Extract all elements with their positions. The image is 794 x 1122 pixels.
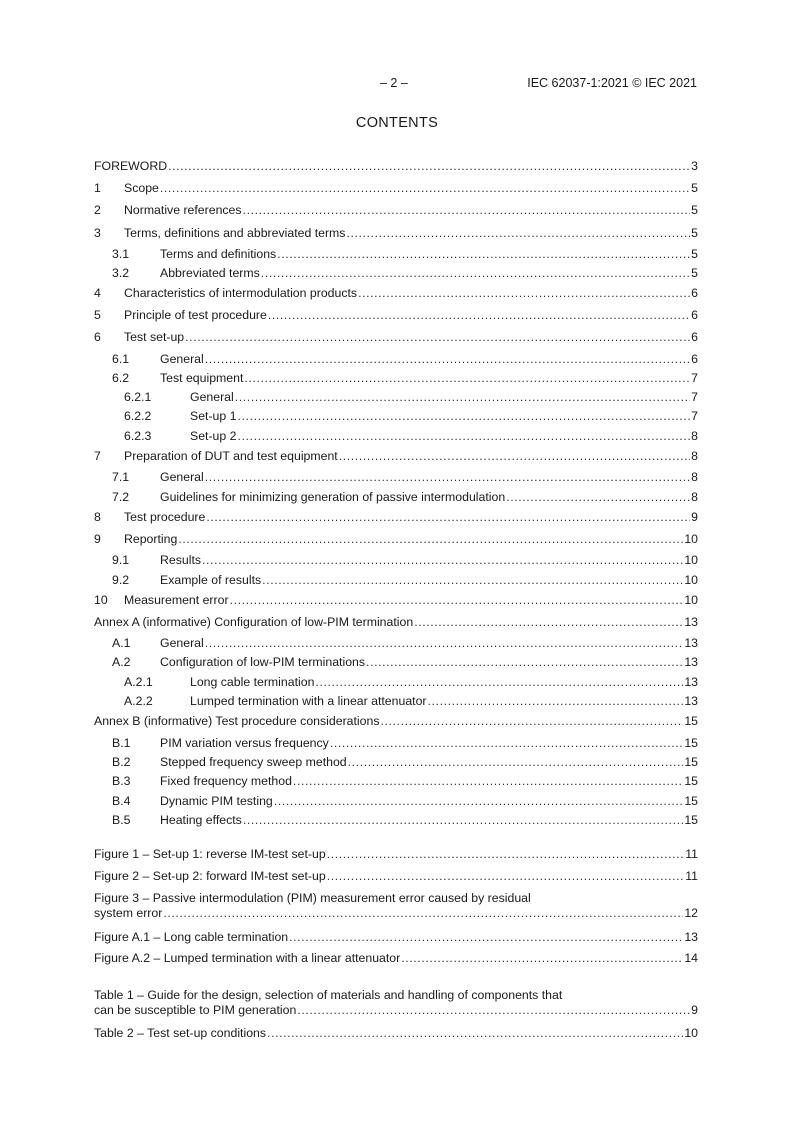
- entry-page-number: 15: [684, 714, 698, 728]
- dot-leader: [160, 180, 690, 196]
- entry-title: Characteristics of intermodulation products: [124, 286, 358, 300]
- entry-number: 9.2: [112, 573, 130, 587]
- toc-entry[interactable]: [94, 225, 698, 241]
- toc-entry[interactable]: [94, 202, 698, 218]
- entry-number: 3: [94, 226, 101, 240]
- entry-number: 6.2.1: [124, 390, 152, 404]
- page-number: – 2 –: [380, 76, 408, 90]
- dot-leader: [330, 735, 684, 751]
- entry-page-number: 6: [691, 352, 698, 366]
- figures-entry[interactable]: [94, 868, 698, 884]
- toc-entry[interactable]: [94, 735, 698, 751]
- entry-number: A.2.1: [124, 675, 153, 689]
- entry-number: 9.1: [112, 553, 130, 567]
- entry-number: A.2: [112, 655, 131, 669]
- entry-title: Stepped frequency sweep method: [160, 755, 347, 769]
- entry-title: Terms and definitions: [160, 247, 277, 261]
- entry-title: General: [160, 470, 204, 484]
- entry-page-number: 14: [684, 951, 698, 965]
- entry-page-number: 10: [684, 532, 698, 546]
- toc-entry[interactable]: [94, 246, 698, 262]
- entry-page-number: 6: [691, 330, 698, 344]
- entry-page-number: 5: [691, 247, 698, 261]
- entry-number: B.3: [112, 774, 131, 788]
- entry-title: Figure 1 – Set-up 1: reverse IM-test set-up: [94, 847, 326, 861]
- dot-leader: [348, 754, 684, 770]
- standard-reference: IEC 62037-1:2021 © IEC 2021: [527, 76, 697, 90]
- toc-entry[interactable]: [94, 793, 698, 809]
- entry-number: 3.2: [112, 266, 130, 280]
- entry-number: 9: [94, 532, 101, 546]
- entry-page-number: 10: [684, 593, 698, 607]
- entry-page-number: 15: [684, 774, 698, 788]
- entry-page-number: 8: [691, 429, 698, 443]
- dot-leader: [238, 428, 691, 444]
- toc-entry[interactable]: [94, 614, 698, 630]
- entry-page-number: 6: [691, 286, 698, 300]
- dot-leader: [262, 572, 683, 588]
- contents-title: CONTENTS: [355, 115, 439, 131]
- toc-entry[interactable]: [94, 448, 698, 464]
- entry-number: 8: [94, 510, 101, 524]
- entry-title: Heating effects: [160, 813, 242, 827]
- entry-number: 6: [94, 330, 101, 344]
- entry-title: Fixed frequency method: [160, 774, 292, 788]
- entry-page-number: 8: [691, 490, 698, 504]
- entry-title: Configuration of low-PIM terminations: [160, 655, 366, 669]
- toc-entry[interactable]: [94, 592, 698, 608]
- dot-leader: [289, 929, 683, 945]
- entry-number: 2: [94, 203, 101, 217]
- entry-number: 6.2: [112, 371, 130, 385]
- entry-page-number: 13: [684, 655, 698, 669]
- dot-leader: [244, 370, 690, 386]
- dot-leader: [327, 868, 685, 884]
- entry-page-number: 15: [684, 794, 698, 808]
- entry-page-number: 10: [684, 573, 698, 587]
- dot-leader: [274, 793, 684, 809]
- entry-title: Reporting: [124, 532, 178, 546]
- entry-page-number: 13: [684, 675, 698, 689]
- toc-entry[interactable]: [94, 773, 698, 789]
- toc-entry[interactable]: [94, 693, 698, 709]
- entry-title: Guidelines for minimizing generation of passive intermodulation: [160, 490, 506, 504]
- toc-entry[interactable]: [94, 754, 698, 770]
- toc-entry[interactable]: [94, 552, 698, 568]
- dot-leader: [414, 614, 683, 630]
- entry-title: PIM variation versus frequency: [160, 736, 329, 750]
- dot-leader: [205, 469, 690, 485]
- dot-leader: [346, 225, 690, 241]
- entry-title: Long cable termination: [190, 675, 315, 689]
- dot-leader: [268, 307, 690, 323]
- entry-number: 6.2.2: [124, 409, 152, 423]
- entry-page-number: 15: [684, 755, 698, 769]
- dot-leader: [315, 674, 683, 690]
- entry-page-number: 8: [691, 449, 698, 463]
- entry-title-line1: Table 1 – Guide for the design, selection of materials and handling of components that: [94, 988, 563, 1002]
- dot-leader: [243, 812, 684, 828]
- dot-leader: [238, 408, 691, 424]
- dot-leader: [366, 654, 683, 670]
- toc-entry[interactable]: [94, 509, 698, 525]
- entry-title: General: [160, 352, 204, 366]
- entry-number: 6.2.3: [124, 429, 152, 443]
- entry-title: Scope: [124, 181, 159, 195]
- toc-entry[interactable]: [94, 158, 698, 174]
- dot-leader: [205, 351, 690, 367]
- entry-page-number: 13: [684, 930, 698, 944]
- entry-page-number: 5: [691, 203, 698, 217]
- toc-entry[interactable]: [94, 307, 698, 323]
- entry-page-number: 7: [691, 390, 698, 404]
- entry-title: Test equipment: [160, 371, 244, 385]
- entry-number: 3.1: [112, 247, 130, 261]
- toc-entry[interactable]: [94, 329, 698, 345]
- entry-title: Dynamic PIM testing: [160, 794, 273, 808]
- toc-entry[interactable]: [94, 674, 698, 690]
- entry-page-number: 13: [684, 636, 698, 650]
- toc-entry[interactable]: [94, 408, 698, 424]
- toc-entry[interactable]: [94, 469, 698, 485]
- toc-entry[interactable]: [94, 428, 698, 444]
- dot-leader: [428, 693, 684, 709]
- entry-title: Lumped termination with a linear attenuator: [190, 694, 427, 708]
- entry-title: Example of results: [160, 573, 262, 587]
- entry-title: Figure A.2 – Lumped termination with a linear attenuator: [94, 951, 401, 965]
- dot-leader: [506, 489, 690, 505]
- entry-title: Normative references: [124, 203, 242, 217]
- toc-entry[interactable]: [94, 489, 698, 505]
- dot-leader: [168, 158, 690, 174]
- dot-leader: [277, 246, 690, 262]
- toc-entry[interactable]: [94, 285, 698, 301]
- entry-page-number: 8: [691, 470, 698, 484]
- dot-leader: [327, 846, 685, 862]
- entry-page-number: 13: [684, 615, 698, 629]
- entry-page-number: 11: [685, 847, 698, 861]
- toc-entry[interactable]: [94, 370, 698, 386]
- entry-title: Results: [160, 553, 202, 567]
- figures-entry[interactable]: [94, 929, 698, 945]
- entry-number: 7.1: [112, 470, 130, 484]
- dot-leader: [358, 285, 690, 301]
- entry-number: 10: [94, 593, 108, 607]
- entry-title: FOREWORD: [94, 159, 168, 173]
- entry-page-number: 10: [684, 1026, 698, 1040]
- entry-title-line1: Figure 3 – Passive intermodulation (PIM) measurement error caused by residual: [94, 891, 531, 905]
- dot-leader: [206, 509, 690, 525]
- entry-title: Table 2 – Test set-up conditions: [94, 1026, 267, 1040]
- entry-number: 7: [94, 449, 101, 463]
- toc-entry[interactable]: [94, 180, 698, 196]
- entry-number: B.5: [112, 813, 131, 827]
- figures-entry[interactable]: [94, 950, 698, 966]
- entry-page-number: 13: [684, 694, 698, 708]
- dot-leader: [243, 202, 691, 218]
- entry-page-number: 7: [691, 409, 698, 423]
- entry-title: system error: [94, 906, 163, 920]
- toc-entry[interactable]: [94, 654, 698, 670]
- entry-title: General: [190, 390, 234, 404]
- entry-page-number: 15: [684, 813, 698, 827]
- dot-leader: [163, 906, 683, 921]
- entry-number: 7.2: [112, 490, 130, 504]
- entry-page-number: 15: [684, 736, 698, 750]
- entry-title: Set-up 1: [190, 409, 237, 423]
- toc-entry[interactable]: [94, 713, 698, 729]
- dot-leader: [401, 950, 683, 966]
- dot-leader: [293, 773, 683, 789]
- toc-entry[interactable]: [94, 351, 698, 367]
- entry-page-number: 11: [685, 869, 698, 883]
- entry-title: Annex A (informative) Configuration of low-PIM termination: [94, 615, 414, 629]
- dot-leader: [339, 448, 690, 464]
- entry-number: 4: [94, 286, 101, 300]
- entry-title: Measurement error: [124, 593, 229, 607]
- entry-title: Test procedure: [124, 510, 206, 524]
- dot-leader: [235, 389, 690, 405]
- entry-title: can be susceptible to PIM generation: [94, 1003, 297, 1017]
- dot-leader: [297, 1003, 690, 1018]
- entry-page-number: 5: [691, 181, 698, 195]
- toc-entry[interactable]: [94, 812, 698, 828]
- dot-leader: [230, 592, 684, 608]
- toc-entry[interactable]: [94, 572, 698, 588]
- entry-page-number: 5: [691, 266, 698, 280]
- entry-title: Principle of test procedure: [124, 308, 267, 322]
- toc-entry[interactable]: [94, 389, 698, 405]
- entry-number: 6.1: [112, 352, 130, 366]
- entry-page-number: 9: [691, 510, 698, 524]
- toc-entry[interactable]: [94, 635, 698, 651]
- entry-page-number: 3: [691, 159, 698, 173]
- toc-entry[interactable]: [94, 265, 698, 281]
- figures-entry[interactable]: [94, 891, 698, 921]
- tables-entry[interactable]: [94, 988, 698, 1018]
- entry-title: Abbreviated terms: [160, 266, 260, 280]
- entry-title: Preparation of DUT and test equipment: [124, 449, 338, 463]
- entry-number: B.2: [112, 755, 131, 769]
- dot-leader: [267, 1025, 683, 1041]
- entry-number: A.1: [112, 636, 131, 650]
- entry-page-number: 12: [684, 906, 698, 920]
- entry-title: Annex B (informative) Test procedure considerations: [94, 714, 380, 728]
- figures-entry[interactable]: [94, 846, 698, 862]
- dot-leader: [205, 635, 684, 651]
- entry-page-number: 7: [691, 371, 698, 385]
- dot-leader: [202, 552, 683, 568]
- entry-title: Terms, definitions and abbreviated terms: [124, 226, 346, 240]
- dot-leader: [380, 713, 683, 729]
- entry-number: B.4: [112, 794, 131, 808]
- entry-number: 1: [94, 181, 101, 195]
- entry-number: B.1: [112, 736, 131, 750]
- entry-title: General: [160, 636, 204, 650]
- entry-number: A.2.2: [124, 694, 153, 708]
- dot-leader: [178, 531, 683, 547]
- entry-title: Set-up 2: [190, 429, 237, 443]
- entry-page-number: 9: [691, 1003, 698, 1017]
- entry-page-number: 5: [691, 226, 698, 240]
- tables-entry[interactable]: [94, 1025, 698, 1041]
- entry-page-number: 10: [684, 553, 698, 567]
- entry-title: Figure 2 – Set-up 2: forward IM-test set-up: [94, 869, 326, 883]
- entry-title: Test set-up: [124, 330, 185, 344]
- toc-entry[interactable]: [94, 531, 698, 547]
- entry-page-number: 6: [691, 308, 698, 322]
- entry-number: 5: [94, 308, 101, 322]
- dot-leader: [261, 265, 690, 281]
- entry-title: Figure A.1 – Long cable termination: [94, 930, 289, 944]
- dot-leader: [185, 329, 690, 345]
